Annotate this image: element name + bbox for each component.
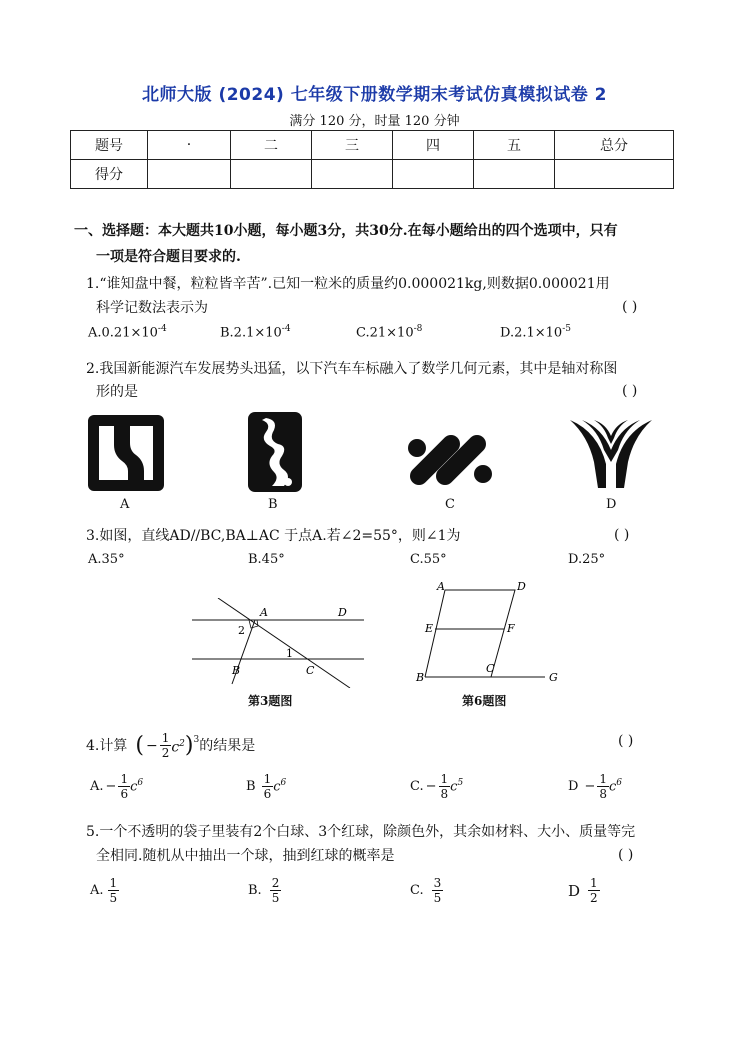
figure-6-diagram	[415, 578, 565, 688]
table-cell: 题号	[71, 131, 148, 160]
table-cell: ·	[148, 131, 231, 160]
q3-option-d[interactable]: D.25°	[568, 552, 606, 567]
q1-answer-paren: ( )	[622, 299, 638, 315]
score-table-header-row	[71, 131, 674, 160]
figure-3-caption: 第3题图	[248, 694, 293, 708]
q4-stem: 4.计算 ( − $\frac{1}{2}$ $c^2$ ) $^3$ 的结果是	[86, 731, 256, 760]
fig3-point-d: D	[338, 606, 347, 619]
section-heading-line1: 一、选择题：本大题共10小题，每小题3分，共30分.在每小题给出的四个选项中，只有	[74, 223, 618, 239]
q1-option-d[interactable]: $D.2.1\times 10^{-5}$	[500, 324, 571, 341]
fig6-point-a: A	[437, 580, 445, 593]
q4-prefix: 4.计算	[86, 737, 128, 754]
q2-line1: 2.我国新能源汽车发展势头迅猛，以下汽车车标融入了数学几何元素，其中是轴对称图	[86, 361, 618, 377]
car-logo-c-icon[interactable]	[405, 432, 495, 486]
table-cell: 五	[474, 131, 555, 160]
table-cell: 总分	[555, 131, 674, 160]
q3-line: 3.如图，直线AD//BC,BA⊥AC 于点A.若∠2=55°，则∠1为	[86, 528, 461, 544]
exam-subtitle: 满分 120 分，时量 120 分钟	[289, 114, 460, 129]
fig3-point-a: A	[260, 606, 268, 619]
car-logo-a-icon[interactable]	[88, 415, 164, 491]
q5-answer-paren: ( )	[618, 847, 634, 863]
logo-label-a: A	[120, 497, 130, 512]
q5-option-c[interactable]: C. $\frac{3}{5}$	[410, 876, 442, 905]
figure-6-caption: 第6题图	[462, 694, 507, 708]
q1-line2: 科学记数法表示为	[96, 300, 208, 316]
score-input-cell[interactable]	[312, 160, 393, 189]
fig3-angle-1: 1	[286, 647, 293, 660]
fig6-point-d: D	[517, 580, 526, 593]
paren-left-icon: (	[135, 732, 144, 758]
q1-option-b[interactable]: $B.2.1\times 10^{-4}$	[220, 324, 291, 341]
paren-right-icon: )	[184, 732, 194, 758]
q2-answer-paren: ( )	[622, 383, 638, 399]
q5-option-a[interactable]: A. $\frac{1}{5}$	[90, 876, 118, 905]
fig3-point-c: C	[306, 664, 315, 677]
q4-option-b[interactable]: B $\frac{1}{6}$ $c^6$	[246, 772, 287, 801]
q5-line1: 5.一个不透明的袋子里装有2个白球、3个红球，除颜色外，其余如材料、大小、质量等完	[86, 824, 636, 840]
logo-label-b: B	[268, 497, 278, 512]
score-input-cell[interactable]	[148, 160, 231, 189]
q4-option-d[interactable]: D − $\frac{1}{8}$ $c^6$	[568, 772, 622, 801]
q4-suffix: 的结果是	[199, 737, 256, 754]
q1-option-a[interactable]: $A.0.21\times 10^{-4}$	[88, 324, 167, 341]
fig3-angle-2: 2	[238, 624, 245, 637]
score-input-cell[interactable]	[555, 160, 674, 189]
logo-label-d: D	[606, 497, 617, 512]
q3-option-b[interactable]: B.45°	[248, 552, 285, 567]
q4-option-c[interactable]: C. − $\frac{1}{8}$ $c^5$	[410, 772, 464, 801]
q4-fraction: $\frac{1}{2}$	[161, 731, 170, 760]
exam-title: 北师大版 (2024) 七年级下册数学期末考试仿真模拟试卷 2	[142, 85, 607, 105]
fig6-point-c: C	[486, 662, 495, 675]
table-cell: 得分	[71, 160, 148, 189]
table-cell: 三	[312, 131, 393, 160]
fig6-point-f: F	[507, 622, 515, 635]
q5-option-d[interactable]: D $\frac{1}{2}$	[568, 876, 598, 905]
q4-answer-paren: ( )	[618, 733, 634, 749]
logo-label-c: C	[445, 497, 455, 512]
table-cell: 二	[231, 131, 312, 160]
fig3-point-b: B	[232, 664, 241, 677]
q4-option-a[interactable]: A. − $\frac{1}{6}$ $c^6$	[90, 772, 144, 801]
table-cell: 四	[393, 131, 474, 160]
q3-answer-paren: ( )	[614, 527, 630, 543]
score-input-cell[interactable]	[231, 160, 312, 189]
q2-line2: 形的是	[96, 384, 138, 400]
q1-line1: 1.“谁知盘中餐，粒粒皆辛苦”.已知一粒米的质量约0.000021kg,则数据0.000021用	[86, 276, 610, 292]
score-input-cell[interactable]	[393, 160, 474, 189]
fig6-point-b: B	[416, 671, 425, 684]
score-table	[70, 130, 674, 189]
q1-option-c[interactable]: $C.21\times 10^{-8}$	[356, 324, 423, 341]
fig6-point-e: E	[425, 622, 434, 635]
fig6-point-g: G	[549, 671, 558, 684]
score-input-cell[interactable]	[474, 160, 555, 189]
q5-option-b[interactable]: B. $\frac{2}{5}$	[248, 876, 280, 905]
q5-line2: 全相同.随机从中抽出一个球，抽到红球的概率是	[96, 848, 395, 864]
car-logo-b-icon[interactable]	[248, 412, 302, 492]
score-table-score-row	[71, 160, 674, 189]
q3-option-a[interactable]: A.35°	[88, 552, 125, 567]
q3-option-c[interactable]: C.55°	[410, 552, 447, 567]
figure-3-diagram	[188, 598, 368, 688]
section-heading-line2: 一项是符合题目要求的.	[96, 249, 241, 265]
car-logo-d-icon[interactable]	[568, 414, 654, 490]
